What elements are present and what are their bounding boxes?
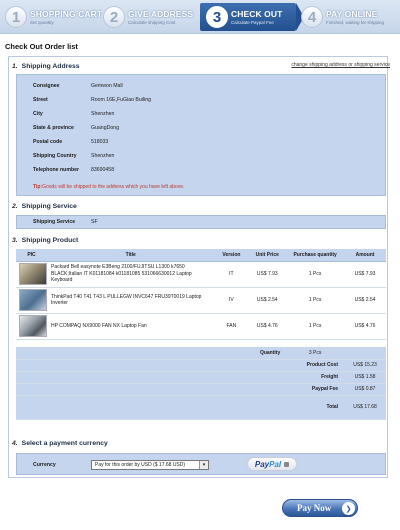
product-image[interactable] xyxy=(19,289,47,311)
arrow-right-icon: ❯ xyxy=(342,502,355,515)
product-version: IV xyxy=(214,287,248,313)
product-quantity: 1 Pcs xyxy=(286,313,344,339)
product-amount: US$ 7.93 xyxy=(344,261,386,287)
table-row xyxy=(16,287,386,313)
address-row-city: City Shenzhen xyxy=(33,111,115,117)
checkout-steps-bar xyxy=(0,0,400,34)
section-heading-payment-currency: 4. Select a payment currency xyxy=(12,439,108,447)
product-table-header xyxy=(16,249,386,261)
product-unit-price: US$ 2.54 xyxy=(248,287,286,313)
address-row-street: Street Room 16E,FuGiao Builing xyxy=(33,97,151,103)
step-subtitle: Calculate shipping Cost xyxy=(128,20,176,25)
column-header-quantity: Purchase quantity xyxy=(286,249,344,261)
step-subtitle: Calculate Paypal Fee xyxy=(231,20,274,25)
table-row xyxy=(16,313,386,339)
column-header-version: Version xyxy=(214,249,248,261)
product-unit-price: US$ 7.93 xyxy=(248,261,286,287)
payment-currency-box xyxy=(16,453,386,475)
step-title: CHECK OUT xyxy=(231,9,283,19)
step-number: 2 xyxy=(103,6,125,28)
shipping-service-row: Shipping Service SF xyxy=(33,219,98,225)
step-number: 4 xyxy=(301,6,323,28)
summary-row-freight: Freight US$ 1.58 xyxy=(16,371,386,383)
currency-select[interactable]: Pay for this order by USD ($ 17.68 USD) ▾ xyxy=(91,460,209,470)
column-header-title: Title xyxy=(47,249,214,261)
summary-row-product-cost: Product Cost US$ 15.23 xyxy=(16,359,386,371)
lock-icon xyxy=(284,462,289,467)
step-subtitle: Set quantity xyxy=(30,20,54,25)
product-version: IT xyxy=(214,261,248,287)
product-quantity: 1 Pcs xyxy=(286,261,344,287)
product-version: FAN xyxy=(214,313,248,339)
product-image[interactable] xyxy=(19,263,47,285)
product-title-link[interactable]: HP COMPAQ NX9000 FAN NX Laptop Fan xyxy=(47,313,214,339)
section-heading-shipping-address: 1. Shipping Address xyxy=(12,62,80,70)
address-row-telephone: Telephone number 83690458 xyxy=(33,167,115,173)
currency-row: Currency Pay for this order by USD ($ 17.68 USD) ▾ xyxy=(33,460,209,470)
summary-row-total: Total US$ 17.68 xyxy=(16,395,386,419)
product-image[interactable] xyxy=(19,315,47,337)
step-subtitle: Finished, waiting for shipping xyxy=(326,20,385,25)
step-check-out xyxy=(200,3,296,31)
column-header-amount: Amount xyxy=(344,249,386,261)
step-title: PAY ONLINE xyxy=(326,9,378,19)
product-title-link[interactable]: ThinkPad T40 T41 T43 L PULLEGW INVC647 FRU39T0019 Laptop Inverter xyxy=(47,287,214,313)
paypal-logo: Pay Pal xyxy=(247,457,297,471)
product-title-link[interactable]: Packard Bell easynote E3Beng 2100/FUJITSU L1300 k7650 BLACK;Italian IT K01181084 k01181085 531066630012 Laptop Keyboard xyxy=(47,261,214,287)
address-row-postal-code: Postal code 518033 xyxy=(33,139,109,145)
address-row-country: Shipping Country Shenzhen xyxy=(33,153,115,159)
step-number: 3 xyxy=(206,6,228,28)
product-quantity: 1 Pcs xyxy=(286,287,344,313)
change-address-link[interactable]: change shipping address or shipping service xyxy=(291,62,390,68)
step-give-address[interactable] xyxy=(103,3,193,31)
column-header-unit-price: Unit Price xyxy=(248,249,286,261)
address-row-state: State & province GuangDong xyxy=(33,125,119,131)
product-amount: US$ 4.76 xyxy=(344,313,386,339)
chevron-down-icon: ▾ xyxy=(199,461,208,469)
product-amount: US$ 2.54 xyxy=(344,287,386,313)
step-shopping-cart[interactable] xyxy=(5,3,102,31)
summary-row-paypal-fee: Paypal Fee US$ 0.87 xyxy=(16,383,386,395)
step-pay-online xyxy=(301,3,384,31)
table-row xyxy=(16,261,386,287)
shipping-address-box xyxy=(16,74,386,196)
step-title: SHOPPING CART xyxy=(30,9,103,19)
shipping-service-box xyxy=(16,215,386,229)
address-row-consignee: Consignee Gemwon Mall xyxy=(33,83,123,89)
pay-now-button[interactable]: Pay Now ❯ xyxy=(282,499,358,517)
product-unit-price: US$ 4.76 xyxy=(248,313,286,339)
column-header-pic: PIC xyxy=(16,249,47,261)
summary-row-quantity: Quantity 3 Pcs xyxy=(16,347,386,359)
section-heading-shipping-product: 3. Shipping Product xyxy=(12,236,79,244)
section-heading-shipping-service: 2. Shipping Service xyxy=(12,202,77,210)
shipping-tip: Tip:Goods will be shipped to the address which you have left above. xyxy=(33,184,185,190)
product-table xyxy=(16,249,386,420)
page-title: Check Out Order list xyxy=(5,42,78,51)
step-number: 1 xyxy=(5,6,27,28)
step-title: GIVE ADDRESS xyxy=(128,9,194,19)
